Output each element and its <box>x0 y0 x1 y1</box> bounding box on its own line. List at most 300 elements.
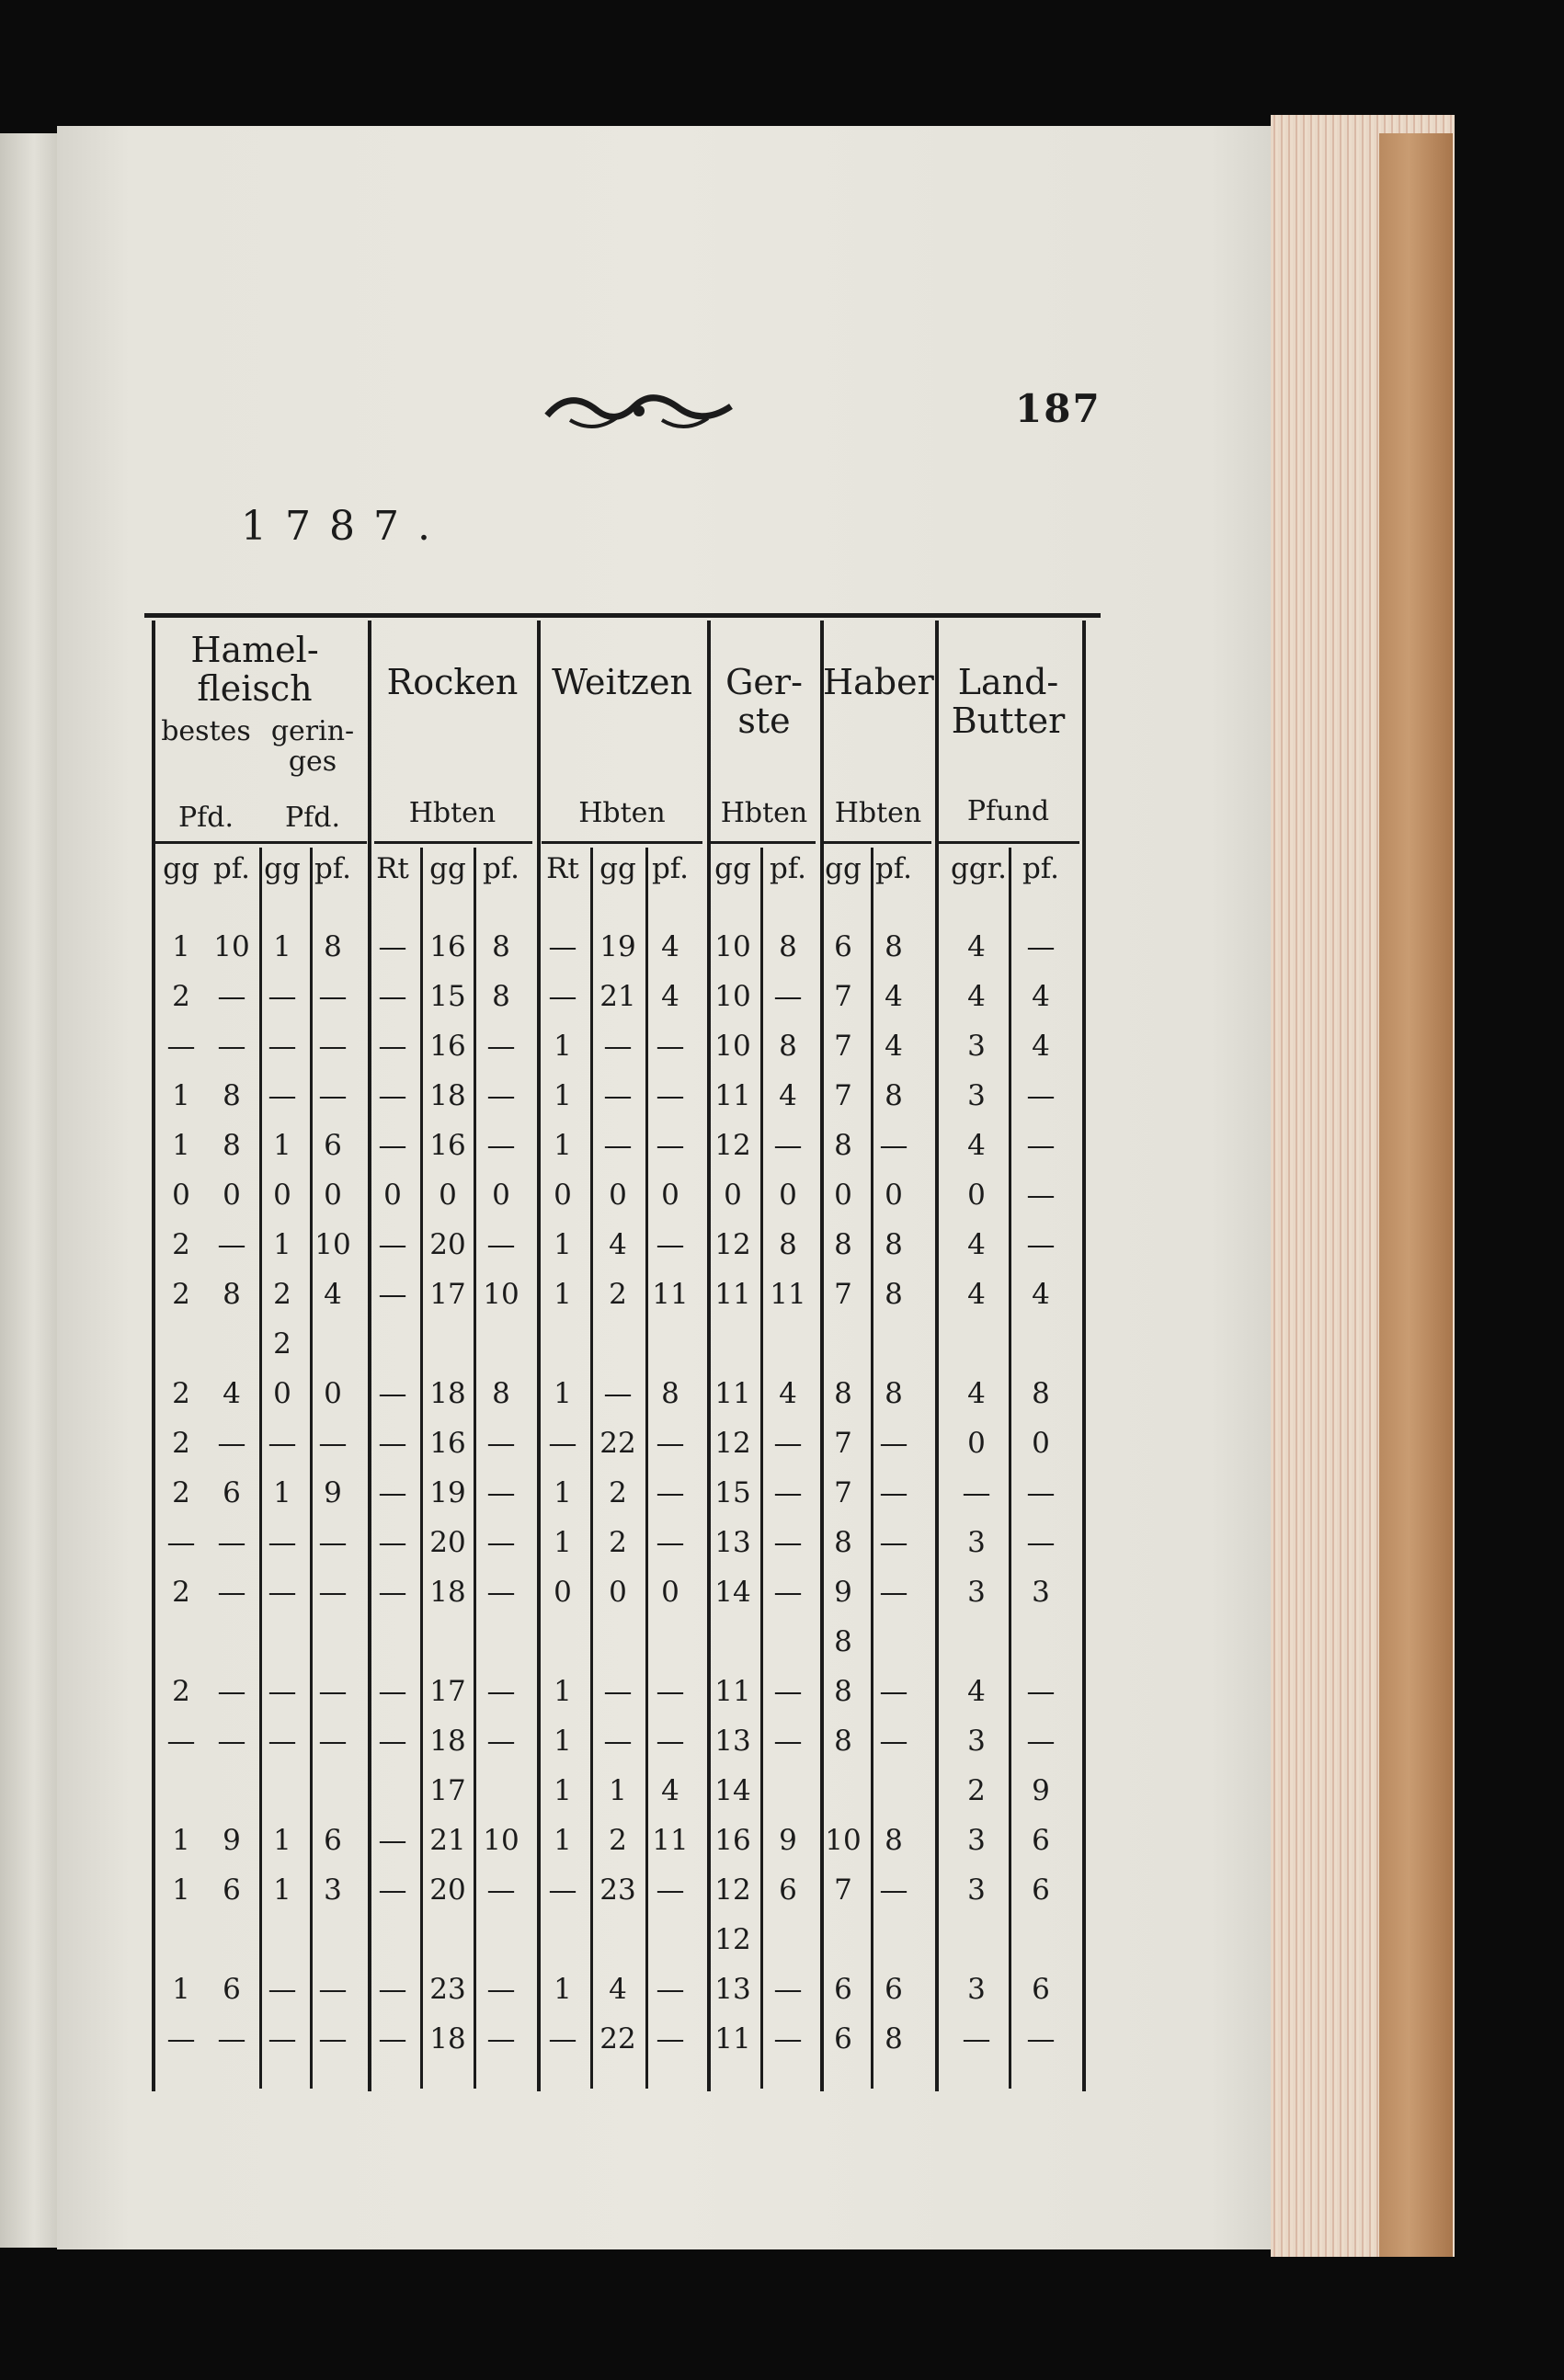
table-cell: 1 <box>273 930 291 963</box>
table-cell: — <box>378 2022 407 2055</box>
column-unit-label: pf. <box>651 852 690 885</box>
subheader-geringes <box>262 716 363 777</box>
table-cell: 11 <box>652 1824 689 1857</box>
header-title-line: ste <box>737 700 791 741</box>
table-cell: — <box>217 1526 246 1559</box>
table-cell: 2 <box>172 1427 190 1460</box>
table-cell: — <box>773 2022 803 2055</box>
table-cell: — <box>1026 1179 1056 1212</box>
table-cell: — <box>486 2022 516 2055</box>
table-cell: 0 <box>661 1179 679 1212</box>
left-page-edge <box>0 133 57 2248</box>
table-cell: 3 <box>967 1030 986 1063</box>
table-cell: — <box>486 1973 516 2006</box>
table-cell: 7 <box>834 1030 852 1063</box>
table-cell: — <box>378 1377 407 1410</box>
table-cell: — <box>378 1973 407 2006</box>
table-cell: 12 <box>714 1129 751 1162</box>
table-cell: — <box>378 1228 407 1261</box>
table-cell: 8 <box>492 980 510 1013</box>
table-cell: 4 <box>967 1377 986 1410</box>
table-cell: 0 <box>223 1179 241 1212</box>
table-cell: — <box>603 1129 633 1162</box>
table-cell: 6 <box>834 1973 852 2006</box>
table-cell: 0 <box>554 1576 572 1609</box>
table-cell: — <box>318 1725 348 1758</box>
header-underline <box>937 841 1079 844</box>
table-cell: — <box>268 1030 297 1063</box>
table-cell: 1 <box>554 1526 572 1559</box>
column-unit-label: gg <box>825 852 862 885</box>
table-cell: — <box>1026 1476 1056 1509</box>
table-cell: 2 <box>609 1278 627 1311</box>
column-unit-label: pf. <box>874 852 913 885</box>
table-cell: — <box>1026 1228 1056 1261</box>
table-cell: 4 <box>609 1973 627 2006</box>
table-cell: 14 <box>714 1576 751 1609</box>
table-cell: 10 <box>483 1824 519 1857</box>
table-cell: — <box>318 1973 348 2006</box>
table-cell: 4 <box>1032 1278 1050 1311</box>
table-cell: 12 <box>714 1873 751 1907</box>
table-cell: 18 <box>429 1377 466 1410</box>
table-cell: 9 <box>324 1476 342 1509</box>
table-cell: 4 <box>967 930 986 963</box>
table-cell: — <box>548 980 577 1013</box>
table-cell: 10 <box>825 1824 862 1857</box>
table-cell: 0 <box>967 1179 986 1212</box>
table-cell: — <box>773 980 803 1013</box>
table-cell: 2 <box>172 1377 190 1410</box>
table-cell: — <box>268 1725 297 1758</box>
table-cell: 23 <box>599 1873 636 1907</box>
table-cell: — <box>166 1725 196 1758</box>
table-cell: 20 <box>429 1228 466 1261</box>
table-cell: 22 <box>599 1427 636 1460</box>
table-cell: 14 <box>714 1774 751 1807</box>
table-cell: 15 <box>714 1476 751 1509</box>
table-cell: — <box>268 1079 297 1112</box>
table-cell: — <box>1026 1526 1056 1559</box>
table-cell: 9 <box>1032 1774 1050 1807</box>
table-cell: — <box>879 1725 908 1758</box>
header-rocken: Rocken <box>386 662 519 702</box>
table-cell: 3 <box>967 1526 986 1559</box>
table-cell: 1 <box>273 1129 291 1162</box>
table-cell: 16 <box>429 930 466 963</box>
table-cell: 4 <box>885 1030 903 1063</box>
subheader-line: ges <box>288 746 337 778</box>
table-cell: 8 <box>223 1079 241 1112</box>
table-cell: 0 <box>324 1377 342 1410</box>
unit-pfund: Pfund <box>966 795 1050 827</box>
table-cell: — <box>268 2022 297 2055</box>
table-cell: — <box>486 1079 516 1112</box>
table-cell: — <box>486 1576 516 1609</box>
table-cell: 18 <box>429 1576 466 1609</box>
table-cell: 8 <box>492 1377 510 1410</box>
page <box>57 126 1271 2249</box>
table-cell: 1 <box>554 1675 572 1708</box>
header-title-line: fleisch <box>197 667 313 709</box>
table-cell: — <box>166 2022 196 2055</box>
table-cell: 7 <box>834 1278 852 1311</box>
table-cell: 23 <box>429 1973 466 2006</box>
table-cell: — <box>217 2022 246 2055</box>
table-cell: — <box>603 1030 633 1063</box>
table-cell: — <box>879 1675 908 1708</box>
table-cell: — <box>217 1228 246 1261</box>
table-cell: — <box>656 1725 685 1758</box>
table-cell: — <box>378 1873 407 1907</box>
table-cell: — <box>166 1030 196 1063</box>
column-divider <box>1009 848 1011 2089</box>
table-cell: 1 <box>554 1079 572 1112</box>
table-cell: — <box>268 1427 297 1460</box>
table-cell: 0 <box>383 1179 402 1212</box>
table-cell: — <box>318 1526 348 1559</box>
table-cell: — <box>773 1576 803 1609</box>
table-cell: 13 <box>714 1973 751 2006</box>
subheader-bestes: bestes <box>161 715 251 747</box>
table-cell: 1 <box>554 1476 572 1509</box>
table-cell: 4 <box>967 1129 986 1162</box>
table-cell: — <box>318 1079 348 1112</box>
table-cell: 0 <box>273 1179 291 1212</box>
table-cell: 1 <box>554 1774 572 1807</box>
table-cell: 8 <box>834 1377 852 1410</box>
table-cell: 6 <box>223 1973 241 2006</box>
table-cell: 8 <box>885 1824 903 1857</box>
table-cell: 3 <box>967 1873 986 1907</box>
table-cell: 1 <box>554 1725 572 1758</box>
table-cell: 2 <box>609 1476 627 1509</box>
table-cell: 4 <box>609 1228 627 1261</box>
table-cell: — <box>378 930 407 963</box>
header-underline <box>155 841 367 844</box>
table-top-rule <box>144 613 1101 618</box>
unit-hbten: Hbten <box>720 797 808 829</box>
table-cell: 1 <box>172 1973 190 2006</box>
table-cell: 8 <box>885 1228 903 1261</box>
table-cell: 3 <box>967 1576 986 1609</box>
table-cell: — <box>378 1079 407 1112</box>
table-cell: 9 <box>223 1824 241 1857</box>
table-cell: — <box>879 1873 908 1907</box>
table-cell: 1 <box>554 1973 572 2006</box>
table-cell: — <box>962 2022 991 2055</box>
header-title-line: Butter <box>951 700 1066 741</box>
unit-pfd: Pfd. <box>177 802 234 834</box>
table-cell: 1 <box>172 1079 190 1112</box>
table-cell: 9 <box>779 1824 797 1857</box>
table-cell: 4 <box>661 1774 679 1807</box>
table-cell: 3 <box>967 1824 986 1857</box>
table-cell: — <box>1026 1675 1056 1708</box>
column-unit-label: Rt <box>546 852 579 885</box>
header-title-line: Hamel- <box>190 630 319 670</box>
table-cell: 4 <box>885 980 903 1013</box>
table-cell: — <box>656 1427 685 1460</box>
table-cell: 0 <box>724 1179 742 1212</box>
table-cell: 0 <box>834 1179 852 1212</box>
table-cell: 4 <box>967 1228 986 1261</box>
table-cell: — <box>1026 930 1056 963</box>
table-cell: — <box>656 2022 685 2055</box>
table-cell: — <box>1026 1725 1056 1758</box>
table-cell: — <box>378 1476 407 1509</box>
column-unit-label: gg <box>163 852 200 885</box>
table-cell: 3 <box>967 1725 986 1758</box>
table-cell: 1 <box>273 1228 291 1261</box>
column-unit-label: gg <box>264 852 301 885</box>
table-cell: — <box>318 2022 348 2055</box>
table-cell: 10 <box>714 1030 751 1063</box>
table-cell: — <box>378 1278 407 1311</box>
table-cell: 4 <box>661 930 679 963</box>
table-cell: 1 <box>273 1824 291 1857</box>
table-cell: — <box>378 1427 407 1460</box>
unit-hbten: Hbten <box>408 797 497 829</box>
table-cell: — <box>962 1476 991 1509</box>
table-cell: 8 <box>779 930 797 963</box>
table-cell: 3 <box>1032 1576 1050 1609</box>
table-cell: — <box>656 1129 685 1162</box>
table-cell: — <box>656 1228 685 1261</box>
table-cell: — <box>217 1725 246 1758</box>
table-cell: 0 <box>779 1179 797 1212</box>
table-cell: — <box>268 1675 297 1708</box>
table-cell: — <box>166 1526 196 1559</box>
table-cell: 6 <box>324 1824 342 1857</box>
unit-hbten: Hbten <box>834 797 922 829</box>
table-cell: — <box>548 1427 577 1460</box>
table-cell: — <box>879 1129 908 1162</box>
table-cell: 8 <box>223 1129 241 1162</box>
table-cell: 1 <box>172 1873 190 1907</box>
table-cell: 8 <box>492 930 510 963</box>
table-cell: 1 <box>554 1824 572 1857</box>
unit-hbten: Hbten <box>578 797 666 829</box>
table-cell: — <box>217 1030 246 1063</box>
table-cell: — <box>656 1973 685 2006</box>
table-cell: 2 <box>273 1327 291 1361</box>
table-cell: — <box>217 1675 246 1708</box>
table-cell: 4 <box>1032 1030 1050 1063</box>
header-underline <box>374 841 532 844</box>
table-cell: 2 <box>172 1228 190 1261</box>
table-cell: 0 <box>885 1179 903 1212</box>
table-cell: 12 <box>714 1923 751 1956</box>
table-cell: 2 <box>609 1824 627 1857</box>
column-unit-label: gg <box>429 852 466 885</box>
table-cell: 4 <box>324 1278 342 1311</box>
table-cell: 12 <box>714 1427 751 1460</box>
column-unit-label: gg <box>714 852 751 885</box>
table-cell: 6 <box>834 930 852 963</box>
table-cell: — <box>318 1675 348 1708</box>
table-cell: 4 <box>967 1278 986 1311</box>
table-cell: — <box>656 1079 685 1112</box>
table-cell: 2 <box>172 1675 190 1708</box>
table-cell: — <box>486 1228 516 1261</box>
table-cell: 7 <box>834 980 852 1013</box>
table-cell: 13 <box>714 1725 751 1758</box>
table-cell: 6 <box>1032 1873 1050 1907</box>
table-cell: 17 <box>429 1675 466 1708</box>
header-hammelfleisch <box>177 632 333 709</box>
table-cell: 1 <box>554 1377 572 1410</box>
table-cell: 8 <box>834 1129 852 1162</box>
table-cell: 6 <box>223 1873 241 1907</box>
table-cell: — <box>773 1476 803 1509</box>
table-cell: 6 <box>834 2022 852 2055</box>
table-cell: 15 <box>429 980 466 1013</box>
table-cell: 10 <box>314 1228 351 1261</box>
table-cell: — <box>486 1675 516 1708</box>
table-cell: 11 <box>714 1278 751 1311</box>
table-cell: 11 <box>770 1278 806 1311</box>
table-cell: 7 <box>834 1079 852 1112</box>
table-cell: 1 <box>273 1873 291 1907</box>
table-cell: 6 <box>1032 1973 1050 2006</box>
table-cell: 1 <box>554 1030 572 1063</box>
table-cell: 8 <box>834 1526 852 1559</box>
table-cell: — <box>486 1873 516 1907</box>
table-cell: 22 <box>599 2022 636 2055</box>
table-cell: 1 <box>172 930 190 963</box>
table-cell: — <box>378 1129 407 1162</box>
table-cell: — <box>1026 1079 1056 1112</box>
table-cell: — <box>656 1675 685 1708</box>
table-cell: — <box>378 1526 407 1559</box>
table-cell: 4 <box>1032 980 1050 1013</box>
table-cell: — <box>603 1079 633 1112</box>
table-cell: 8 <box>885 1377 903 1410</box>
table-cell: — <box>879 1576 908 1609</box>
table-cell: — <box>378 980 407 1013</box>
table-cell: 2 <box>172 980 190 1013</box>
table-cell: — <box>656 1873 685 1907</box>
table-cell: 4 <box>223 1377 241 1410</box>
table-cell: — <box>378 1725 407 1758</box>
table-cell: — <box>879 1427 908 1460</box>
unit-pfd: Pfd. <box>284 802 341 834</box>
table-cell: — <box>773 1427 803 1460</box>
table-cell: — <box>603 1725 633 1758</box>
table-cell: — <box>656 1476 685 1509</box>
year-heading: 1787. <box>241 503 449 550</box>
column-unit-label: ggr. <box>951 852 1007 885</box>
table-cell: 8 <box>223 1278 241 1311</box>
column-unit-label: pf. <box>1022 852 1060 885</box>
header-weitzen: Weitzen <box>552 662 692 702</box>
table-cell: 11 <box>714 1377 751 1410</box>
table-cell: 1 <box>554 1129 572 1162</box>
table-cell: 16 <box>429 1030 466 1063</box>
table-cell: 0 <box>273 1377 291 1410</box>
table-cell: — <box>656 1030 685 1063</box>
table-cell: 10 <box>714 930 751 963</box>
column-unit-label: gg <box>599 852 636 885</box>
table-cell: — <box>486 1427 516 1460</box>
table-cell: 0 <box>492 1179 510 1212</box>
table-cell: — <box>268 1526 297 1559</box>
table-cell: 8 <box>885 1079 903 1112</box>
table-cell: 21 <box>599 980 636 1013</box>
table-cell: 8 <box>1032 1377 1050 1410</box>
table-cell: 1 <box>273 1476 291 1509</box>
header-gerste <box>710 664 818 741</box>
table-cell: — <box>486 1526 516 1559</box>
column-unit-label: pf. <box>482 852 520 885</box>
table-cell: — <box>268 980 297 1013</box>
table-cell: 8 <box>779 1030 797 1063</box>
table-cell: 6 <box>779 1873 797 1907</box>
table-cell: 0 <box>661 1576 679 1609</box>
table-cell: 0 <box>554 1179 572 1212</box>
table-cell: — <box>773 1973 803 2006</box>
header-haber: Haber <box>823 662 934 702</box>
table-cell: — <box>603 1675 633 1708</box>
table-cell: 21 <box>429 1824 466 1857</box>
table-cell: 8 <box>885 930 903 963</box>
table-cell: 19 <box>599 930 636 963</box>
table-cell: 2 <box>967 1774 986 1807</box>
table-cell: 18 <box>429 1079 466 1112</box>
table-cell: 12 <box>714 1228 751 1261</box>
table-cell: 6 <box>223 1476 241 1509</box>
table-cell: — <box>268 1576 297 1609</box>
table-cell: 8 <box>834 1625 852 1658</box>
table-cell: — <box>318 1576 348 1609</box>
table-cell: 1 <box>172 1824 190 1857</box>
group-divider <box>368 621 371 2091</box>
table-cell: 7 <box>834 1873 852 1907</box>
table-cell: — <box>656 1526 685 1559</box>
table-cell: — <box>773 1129 803 1162</box>
table-cell: 7 <box>834 1427 852 1460</box>
table-cell: — <box>1026 1129 1056 1162</box>
table-cell: 6 <box>324 1129 342 1162</box>
table-cell: — <box>548 2022 577 2055</box>
table-cell: — <box>378 1030 407 1063</box>
table-cell: — <box>378 1824 407 1857</box>
table-cell: 8 <box>885 2022 903 2055</box>
table-cell: 8 <box>834 1675 852 1708</box>
table-cell: 8 <box>324 930 342 963</box>
table-cell: 2 <box>273 1278 291 1311</box>
table-cell: — <box>378 1576 407 1609</box>
table-cell: — <box>318 980 348 1013</box>
table-cell: — <box>773 1675 803 1708</box>
table-cell: 0 <box>609 1179 627 1212</box>
table-cell: — <box>773 1725 803 1758</box>
header-butter <box>937 664 1079 741</box>
table-cell: — <box>486 1725 516 1758</box>
table-cell: 1 <box>554 1228 572 1261</box>
table-cell: 6 <box>1032 1824 1050 1857</box>
table-cell: — <box>773 1526 803 1559</box>
table-cell: 11 <box>652 1278 689 1311</box>
column-unit-label: pf. <box>769 852 807 885</box>
table-cell: 0 <box>609 1576 627 1609</box>
table-cell: 0 <box>324 1179 342 1212</box>
table-cell: 9 <box>834 1576 852 1609</box>
header-underline <box>823 841 931 844</box>
table-right-border <box>1082 621 1086 2091</box>
table-cell: 18 <box>429 1725 466 1758</box>
